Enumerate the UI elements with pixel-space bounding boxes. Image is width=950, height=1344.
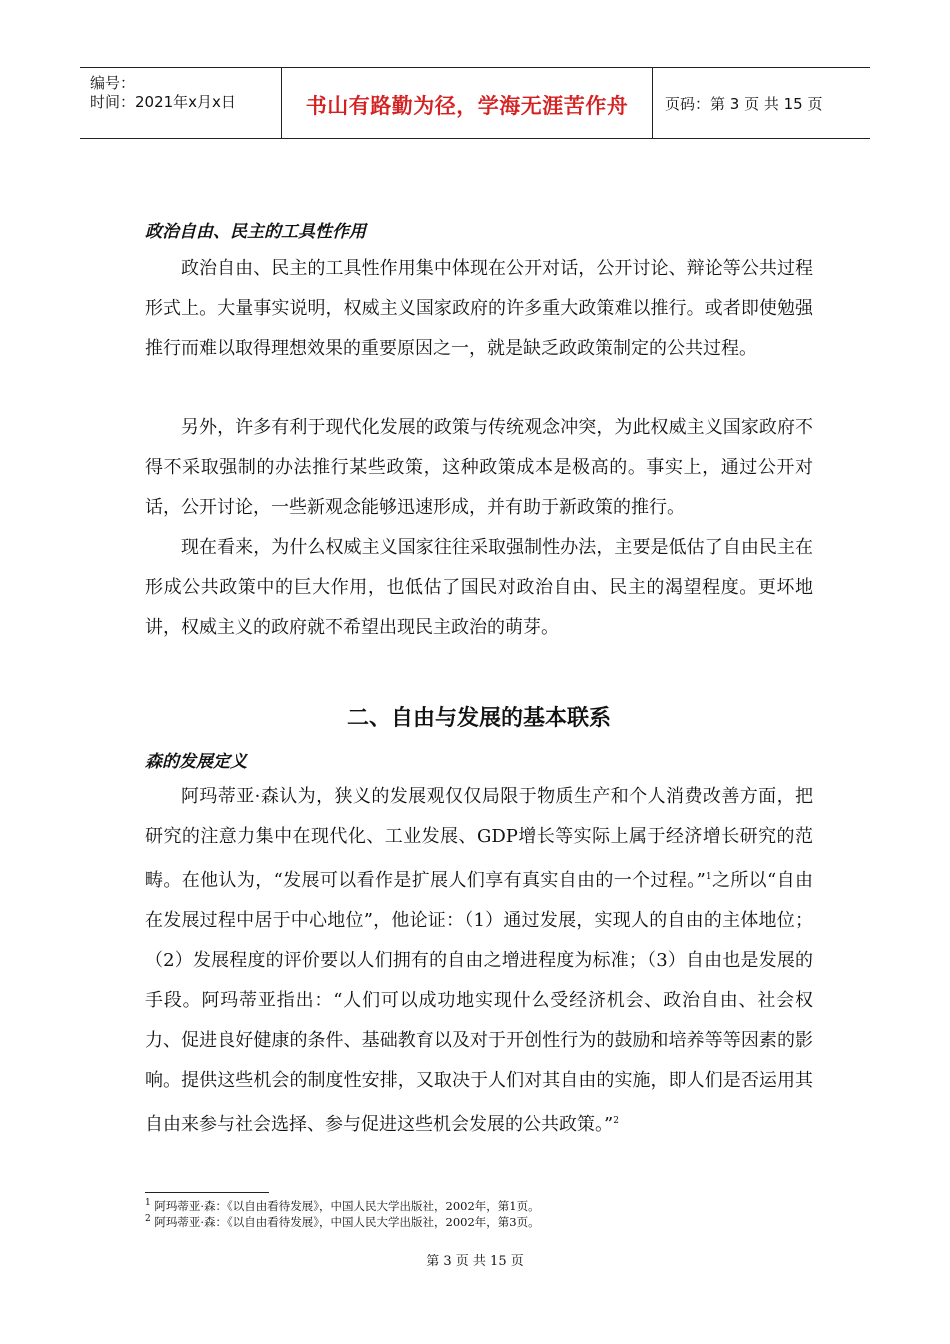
motto: 书山有路勤为径，学海无涯苦作舟 <box>305 94 629 118</box>
header-page-cell <box>653 68 870 138</box>
paragraph-3: 现在看来，为什么权威主义国家往往采取强制性办法，主要是低估了自由民主在形成公共政策中的巨大作用，也低估了国民对政治自由、民主的渴望程度。更坏地讲，权威主义的政府就不希望出现民主政治的萌芽。 <box>145 537 813 638</box>
page-info: 页码：第 3 页 共 15 页 <box>665 95 823 113</box>
footnote-ref-2[interactable]: 2 <box>613 1116 619 1126</box>
section2-heading: 二、自由与发展的基本联系 <box>346 706 611 731</box>
time-label: 时间：2021年x月x日 <box>90 93 236 111</box>
paragraph-2: 另外，许多有利于现代化发展的政策与传统观念冲突，为此权威主义国家政府不得不采取强制的办法推行某些政策，这种政策成本是极高的。事实上，通过公开对话，公开讨论，一些新观念能够迅速形成，并有助于新政策的推行。 <box>145 417 813 518</box>
paragraph-4 <box>145 777 813 1145</box>
header-meta-cell <box>80 68 280 138</box>
footnote-2 <box>145 1214 540 1230</box>
section1-subtitle: 政治自由、民主的工具性作用 <box>145 222 366 242</box>
paragraph-1: 政治自由、民主的工具性作用集中体现在公开对话，公开讨论、辩论等公共过程形式上。大量事实说明，权威主义国家政府的许多重大政策难以推行。或者即使勉强推行而难以取得理想效果的重要原因之一，就是缺乏政政策制定的公共过程。 <box>145 258 813 359</box>
footnote-ref-1[interactable]: 1 <box>705 872 712 882</box>
page-footer: 第 3 页 共 15 页 <box>426 1254 524 1269</box>
paragraph-4-part2: 之所以“自由在发展过程中居于中心地位”，他论证：（1）通过发展，实现人的自由的主体地位；（2）发展程度的评价要以人们拥有的自由之增进程度为标准；（3）自由也是发展的手段。阿玛蒂亚指出：“人们可以成功地实现什么受经济机会、政治自由、社会权力、促进良好健康的条件、基础教育以及对于开创性行为的鼓励和培养等等因素的影响。提供这些机会的制度性安排，又取决于人们对其自由的实施，即人们是否运用其自由来参与社会选择、参与促进这些机会发展的公共政策。” <box>145 870 813 1135</box>
section2-subtitle: 森的发展定义 <box>145 752 247 772</box>
header-table <box>80 67 870 139</box>
footnote-1 <box>145 1198 540 1214</box>
number-label: 编号： <box>90 74 136 92</box>
paragraph-4-part1: 阿玛蒂亚·森认为，狭义的发展观仅仅局限于物质生产和个人消费改善方面，把研究的注意力集中在现代化、工业发展、GDP增长等实际上属于经济增长研究的范畴。在他认为，“发展可以看作是扩展人们享有真实自由的一个过程。” <box>145 786 813 891</box>
header-motto-cell <box>281 68 653 138</box>
footnote-mark-2: 2 <box>145 1214 151 1225</box>
footnote-text-2: 阿玛蒂亚·森：《以自由看待发展》，中国人民大学出版社，2002年，第3页。 <box>154 1215 540 1229</box>
footnote-text-1: 阿玛蒂亚·森：《以自由看待发展》，中国人民大学出版社，2002年，第1页。 <box>154 1199 540 1213</box>
footnote-divider <box>145 1192 269 1193</box>
footnote-mark-1: 1 <box>145 1198 151 1209</box>
